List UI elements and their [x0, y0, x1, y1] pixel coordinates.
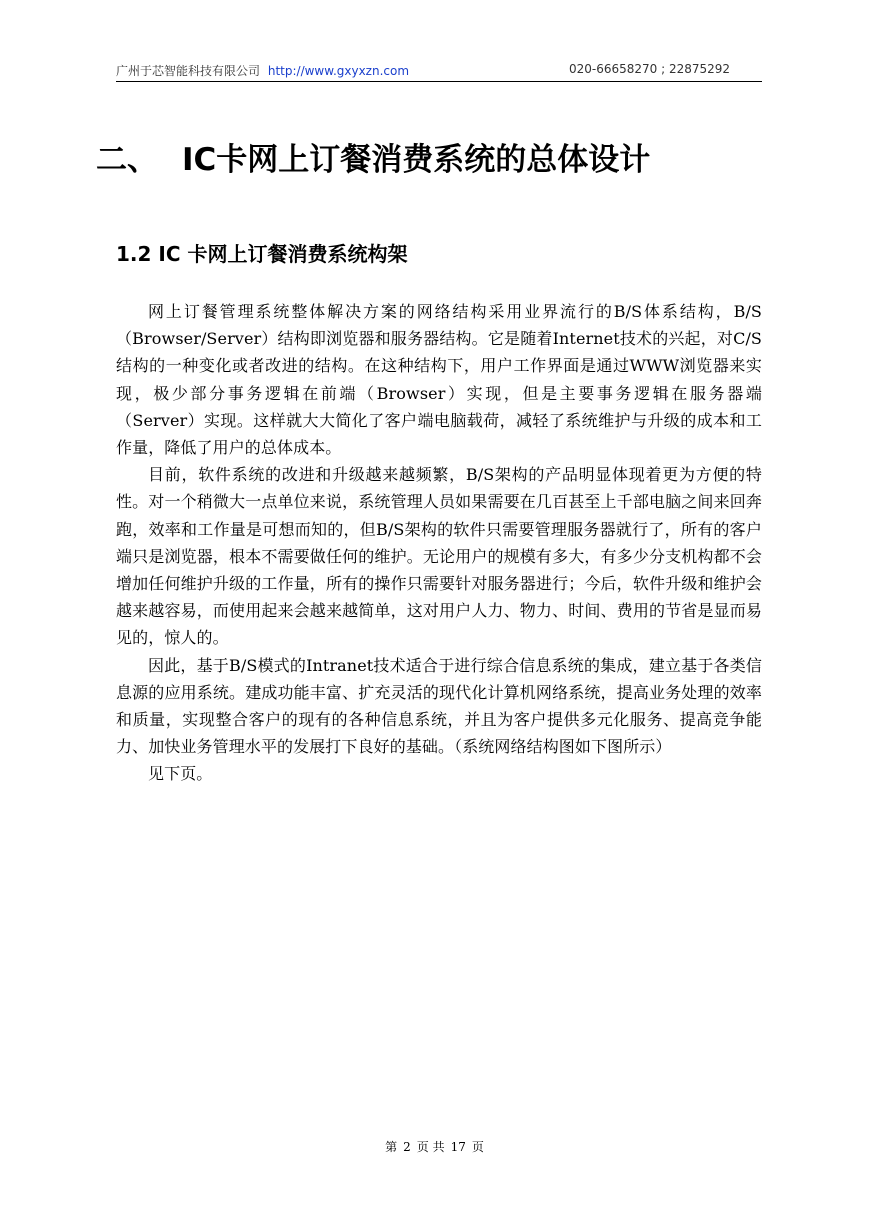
footer-prefix: 第	[385, 1140, 398, 1154]
chapter-title	[96, 140, 650, 180]
footer-middle: 页 共	[416, 1140, 445, 1154]
page-footer	[0, 1138, 869, 1155]
chapter-title-text: IC卡网上订餐消费系统的总体设计	[182, 142, 651, 178]
paragraph: 网上订餐管理系统整体解决方案的网络结构采用业界流行的B/S体系结构，B/S（Browser/Server）结构即浏览器和服务器结构。它是随着Internet技术的兴起，对C/S结构的一种变化或者改进的结构。在这种结构下，用户工作界面是通过WWW浏览器来实现，极少部分事务逻辑在前端（Browser）实现，但是主要事务逻辑在服务器端（Server）实现。这样就大大简化了客户端电脑载荷，减轻了系统维护与升级的成本和工作量，降低了用户的总体成本。	[116, 302, 762, 458]
page-number: 2	[403, 1140, 411, 1154]
paragraph: 目前，软件系统的改进和升级越来越频繁，B/S架构的产品明显体现着更为方便的特性。对一个稍微大一点单位来说，系统管理人员如果需要在几百甚至上千部电脑之间来回奔跑，效率和工作量是可想而知的，但B/S架构的软件只需要管理服务器就行了，所有的客户端只是浏览器，根本不需要做任何的维护。无论用户的规模有多大，有多少分支机构都不会增加任何维护升级的工作量，所有的操作只需要针对服务器进行；今后，软件升级和维护会越来越容易，而使用起来会越来越简单，这对用户人力、物力、时间、费用的节省是显而易见的，惊人的。	[116, 465, 762, 648]
header-divider	[116, 81, 762, 82]
section-title: 1.2 IC 卡网上订餐消费系统构架	[116, 242, 408, 266]
document-body	[116, 298, 762, 788]
header-company	[116, 62, 409, 79]
company-name: 广州于芯智能科技有限公司	[116, 64, 261, 78]
footer-suffix: 页	[471, 1140, 484, 1154]
page-total: 17	[450, 1140, 466, 1154]
paragraph: 见下页。	[148, 764, 213, 784]
chapter-number: 二、	[96, 142, 158, 178]
page-header	[116, 62, 762, 80]
header-phone: 020-66658270 ; 22875292	[569, 62, 731, 76]
paragraph: 因此，基于B/S模式的Intranet技术适合于进行综合信息系统的集成，建立基于各类信息源的应用系统。建成功能丰富、扩充灵活的现代化计算机网络系统，提高业务处理的效率和质量，实现整合客户的现有的各种信息系统，并且为客户提供多元化服务、提高竞争能力、加快业务管理水平的发展打下良好的基础。（系统网络结构图如下图所示）	[116, 655, 762, 757]
company-url-link[interactable]: http://www.gxyxzn.com	[267, 64, 410, 78]
